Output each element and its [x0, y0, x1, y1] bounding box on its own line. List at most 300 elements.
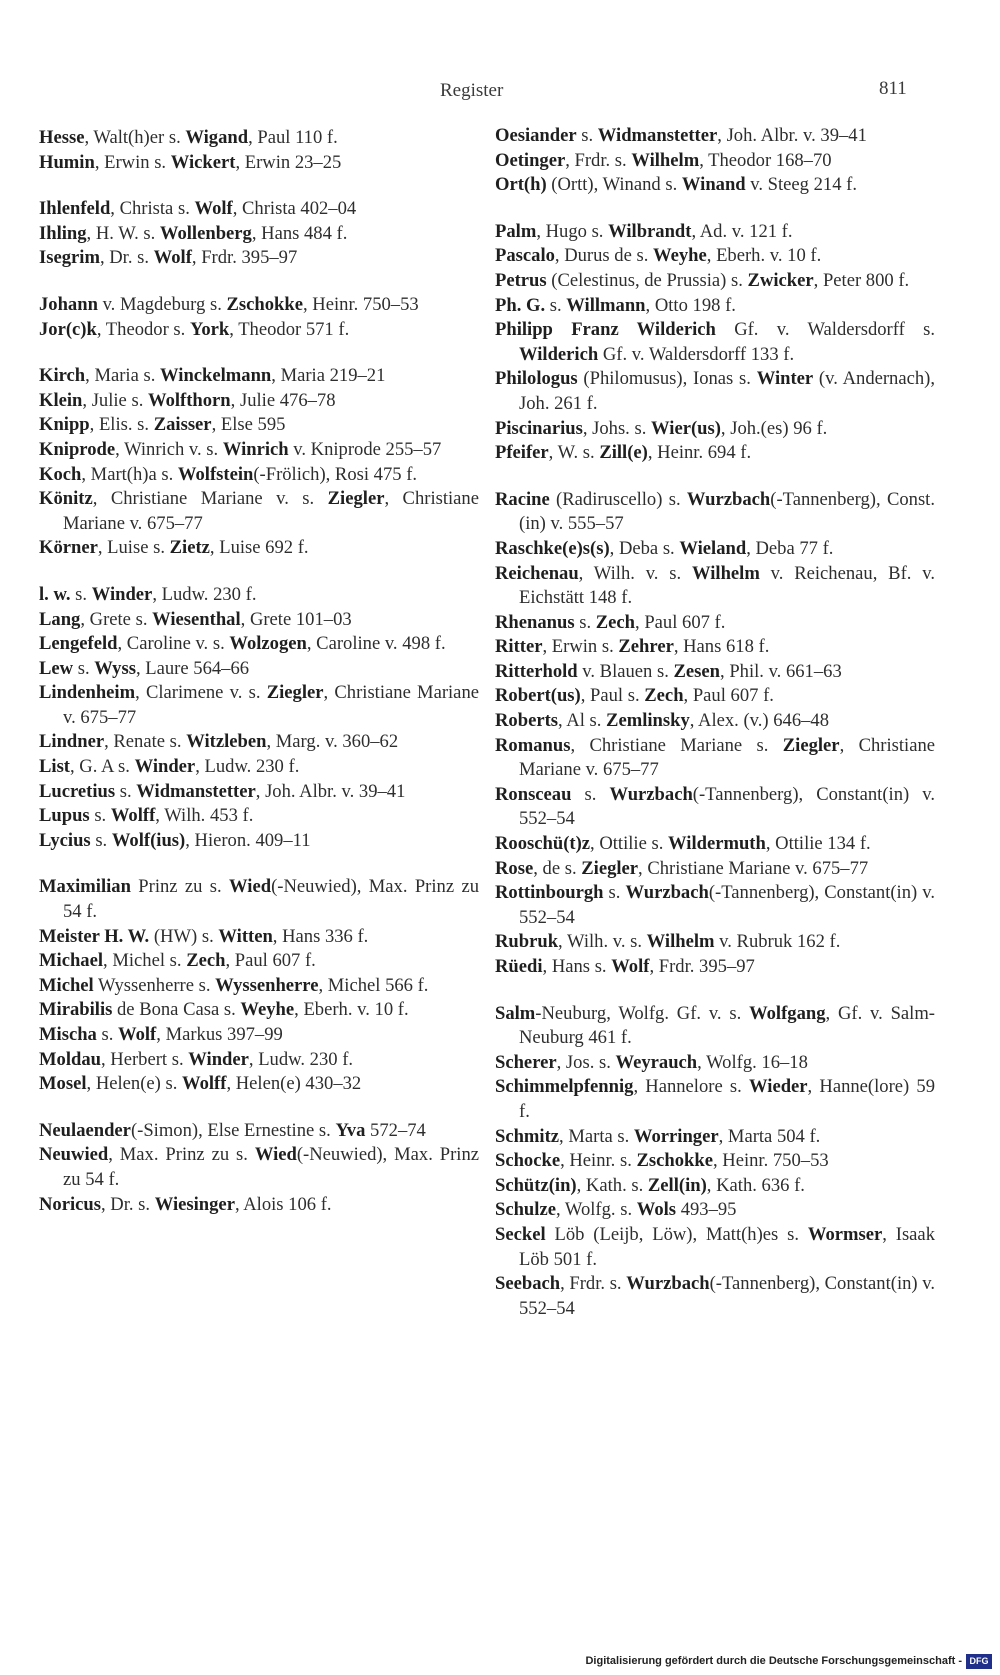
entry-pseudonym: Philipp Franz Wilderich: [495, 319, 716, 341]
entry-detail: (-Tannenberg), Const.(in) v. 555–57: [519, 488, 935, 535]
entry-detail: , Theodor 168–70: [699, 149, 832, 171]
index-entry: [39, 246, 479, 271]
entry-pseudonym: Oetinger: [495, 149, 566, 171]
entry-reference: Wied: [229, 876, 272, 898]
entry-detail: , Ottilie 134 f.: [765, 833, 871, 855]
index-entry: [39, 197, 479, 222]
entry-reference: Wyss: [94, 657, 136, 679]
entry-text: , Mart(h)a s.: [81, 463, 178, 485]
index-entry: [495, 1223, 935, 1272]
entry-detail: , Paul 607 f.: [683, 685, 774, 707]
entry-detail: , Paul 110 f.: [248, 127, 338, 148]
entry-detail: , Christa 402–04: [232, 198, 357, 220]
index-entry: [495, 1051, 935, 1076]
entry-pseudonym: Koch: [39, 463, 82, 485]
running-title: Register: [440, 80, 504, 101]
index-entry: [495, 635, 935, 660]
entry-text: , Hannelore s.: [633, 1076, 750, 1098]
entry-reference: Wurzbach: [609, 783, 693, 805]
entry-detail: , Joh. Albr. v. 39–41: [255, 780, 406, 802]
index-entry: [495, 684, 935, 709]
entry-pseudonym: Jor(c)k: [39, 318, 97, 340]
entry-text: -Neuburg, Wolfg. Gf. v. s.: [535, 1002, 750, 1024]
entry-text: , Frdr. s.: [560, 1273, 627, 1295]
entry-detail: , Ludw. 230 f.: [195, 756, 300, 778]
index-entry: [495, 417, 935, 442]
entry-pseudonym: Palm: [495, 220, 537, 242]
index-entry: [495, 832, 935, 857]
entry-reference: Zill(e): [599, 442, 648, 464]
entry-text: , Jos. s.: [556, 1051, 616, 1073]
letter-group-separator: [39, 175, 479, 197]
index-entry: [39, 1048, 479, 1073]
entry-detail: , Gf. v. Salm-Neuburg 461 f.: [519, 1002, 935, 1049]
entry-detail: , Maria 219–21: [271, 365, 386, 387]
entry-detail: , Heinr. 694 f.: [647, 442, 752, 464]
entry-text: s.: [96, 1024, 119, 1045]
entry-reference: Wier(us): [651, 417, 721, 439]
entry-reference: Wolf: [611, 956, 650, 977]
entry-text: , Frdr. s.: [565, 149, 632, 171]
index-entry: [495, 1272, 935, 1321]
entry-pseudonym: l. w.: [39, 583, 71, 605]
entry-pseudonym: Piscinarius: [495, 417, 583, 439]
index-entry: [39, 1193, 479, 1218]
entry-reference: Zech: [644, 685, 684, 707]
index-entry: [495, 149, 935, 174]
entry-pseudonym: Racine: [495, 488, 550, 510]
entry-detail: , Helen(e) 430–32: [226, 1073, 362, 1095]
entry-text: s.: [545, 294, 567, 316]
entry-pseudonym: Lupus: [39, 805, 90, 827]
entry-text: (Celestinus, de Prussia) s.: [546, 269, 748, 291]
entry-reference: Wurzbach: [625, 882, 709, 904]
entry-reference: Ziegler: [266, 682, 324, 704]
entry-detail: , Theodor 571 f.: [229, 318, 350, 340]
entry-reference: Winrich: [222, 438, 289, 460]
entry-detail: , Joh. Albr. v. 39–41: [717, 125, 867, 146]
entry-detail: 493–95: [676, 1199, 737, 1221]
entry-pseudonym: Rottinbourgh: [495, 882, 604, 904]
entry-text: , Wolfg. s.: [555, 1199, 637, 1221]
index-entry: [495, 124, 935, 149]
entry-pseudonym: Roberts: [495, 710, 558, 732]
entry-reference: Wolf(ius): [111, 829, 186, 851]
entry-detail: , Marg. v. 360–62: [266, 731, 399, 753]
entry-text: , H. W. s.: [86, 222, 160, 244]
entry-reference: Ziegler: [327, 488, 385, 510]
entry-detail: , Frdr. 395–97: [191, 247, 298, 269]
entry-reference: Wols: [636, 1199, 677, 1221]
index-entry: [495, 783, 935, 832]
entry-pseudonym: Petrus: [495, 269, 547, 291]
entry-reference: Witten: [218, 925, 273, 947]
index-entry: [495, 269, 935, 294]
index-entry: [39, 536, 479, 561]
entry-text: , W. s.: [548, 442, 600, 464]
index-entry: [495, 1002, 935, 1051]
entry-reference: Wilhelm: [646, 931, 715, 953]
entry-text: , Clarimene v. s.: [135, 682, 267, 704]
entry-reference: Wied: [254, 1144, 297, 1166]
entry-text: , Julie s.: [82, 389, 148, 411]
index-entry: [39, 974, 479, 999]
index-entry: [39, 222, 479, 247]
entry-pseudonym: Rooschü(t)z: [495, 833, 591, 855]
entry-reference: Wyssenherre: [215, 974, 319, 996]
entry-detail: , Otto 198 f.: [645, 294, 736, 316]
index-entry: [39, 730, 479, 755]
entry-text: , Marta s.: [559, 1125, 634, 1147]
entry-text: (HW) s.: [149, 925, 219, 947]
entry-text: , Grete s.: [80, 608, 153, 630]
entry-pseudonym: Knipp: [39, 414, 90, 436]
entry-pseudonym: Lindner: [39, 731, 105, 753]
entry-reference: Wieland: [679, 537, 747, 559]
entry-reference: Wolzogen: [229, 633, 307, 655]
entry-text: Gf. v. Waldersdorff s.: [715, 319, 935, 341]
entry-reference: Winder: [134, 756, 196, 778]
entry-text: , Luise s.: [97, 537, 170, 559]
entry-text: (-Simon), Else Ernestine s.: [130, 1119, 336, 1141]
entry-pseudonym: Maximilian: [39, 876, 131, 898]
index-entry: [495, 930, 935, 955]
letter-group-separator: [495, 198, 935, 220]
index-entry: [39, 487, 479, 536]
entry-reference: Wurzbach: [686, 488, 771, 510]
entry-pseudonym: Moldau: [39, 1048, 101, 1070]
index-entry: [495, 244, 935, 269]
entry-pseudonym: Mirabilis: [39, 999, 113, 1021]
entry-pseudonym: Körner: [39, 537, 98, 559]
index-entry: [495, 1174, 935, 1199]
entry-text: , Johs. s.: [582, 417, 652, 439]
entry-detail: , Grete 101–03: [240, 608, 352, 630]
entry-detail: , Heinr. 750–53: [303, 293, 419, 315]
entry-pseudonym: Seckel: [495, 1223, 546, 1245]
index-entry: [39, 126, 479, 151]
entry-reference: Zschokke: [636, 1150, 713, 1172]
letter-group-separator: [39, 1097, 479, 1119]
entry-reference: Wickert: [170, 151, 236, 173]
entry-detail: , Phil. v. 661–63: [720, 660, 842, 682]
entry-reference: Wolff: [182, 1073, 227, 1095]
entry-reference: Wiesinger: [154, 1193, 235, 1215]
page-header: [0, 76, 1000, 106]
entry-text: s.: [574, 611, 596, 633]
entry-pseudonym: Ritter: [495, 636, 543, 658]
letter-group-separator: [39, 271, 479, 293]
entry-text: , Heinr. s.: [560, 1150, 637, 1172]
entry-pseudonym: Hesse: [39, 127, 85, 148]
entry-text: s.: [603, 882, 626, 904]
index-entry: [495, 294, 935, 319]
entry-pseudonym: Humin: [39, 151, 95, 173]
index-entry: [39, 318, 479, 343]
index-entry: [495, 734, 935, 783]
entry-detail: , Paul 607 f.: [225, 950, 316, 972]
entry-pseudonym: Pfeifer: [495, 442, 549, 464]
entry-text: Wyssenherre s.: [93, 974, 216, 996]
entry-pseudonym: Könitz: [39, 488, 93, 510]
entry-reference: Wilderich: [519, 343, 599, 365]
entry-text: , Hans s.: [542, 956, 612, 977]
entry-reference: Zech: [186, 950, 226, 972]
entry-pseudonym: Romanus: [495, 734, 571, 756]
entry-pseudonym: Ritterhold: [495, 660, 578, 682]
entry-reference: Zwicker: [747, 269, 814, 291]
entry-detail: v. Rubruk 162 f.: [714, 931, 841, 953]
entry-reference: Wolfgang: [749, 1002, 826, 1024]
entry-pseudonym: Mosel: [39, 1073, 87, 1095]
entry-detail: Gf. v. Waldersdorff 133 f.: [598, 343, 795, 365]
letter-group-separator: [495, 466, 935, 488]
entry-text: , Erwin s.: [94, 151, 171, 173]
entry-text: s.: [70, 583, 92, 605]
entry-pseudonym: Robert(us): [495, 685, 581, 707]
entry-detail: , Wilh. 453 f.: [155, 805, 254, 827]
entry-reference: Zaisser: [153, 414, 212, 436]
letter-group-separator: [495, 980, 935, 1002]
index-entry: [39, 925, 479, 950]
entry-text: , de s.: [533, 857, 582, 879]
entry-text: , Christiane Mariane v. s.: [92, 488, 328, 510]
entry-pseudonym: Michel: [39, 974, 94, 996]
entry-reference: Weyhe: [240, 999, 295, 1021]
entry-pseudonym: Ort(h): [495, 174, 547, 196]
entry-reference: Zietz: [169, 537, 210, 559]
entry-pseudonym: Oesiander: [495, 125, 577, 146]
entry-text: , Deba s.: [609, 537, 680, 559]
entry-text: s.: [89, 805, 111, 827]
entry-detail: , Alex. (v.) 646–48: [689, 710, 830, 732]
entry-text: , Wilh. v. s.: [558, 931, 647, 953]
index-entry: [495, 1075, 935, 1124]
entry-pseudonym: Rose: [495, 857, 534, 879]
entry-detail: , Joh.(es) 96 f.: [720, 417, 828, 439]
entry-reference: Witzleben: [186, 731, 267, 753]
entry-detail: , Peter 800 f.: [813, 269, 910, 291]
entry-text: , Winrich v. s.: [115, 438, 223, 460]
entry-text: , Elis. s.: [89, 414, 154, 436]
entry-pseudonym: Schmitz: [495, 1125, 560, 1147]
entry-text: , Hugo s.: [536, 220, 609, 242]
entry-pseudonym: Johann: [39, 293, 98, 315]
entry-pseudonym: Schocke: [495, 1150, 561, 1172]
entry-detail: , Wolfg. 16–18: [697, 1051, 808, 1073]
entry-text: s.: [73, 657, 95, 679]
entry-detail: v. Reichenau, Bf. v. Eichstätt 148 f.: [519, 562, 935, 609]
index-entry: [495, 441, 935, 466]
entry-detail: (v. Andernach), Joh. 261 f.: [519, 368, 935, 414]
entry-reference: Wildermuth: [668, 833, 766, 855]
entry-text: v. Blauen s.: [577, 660, 674, 682]
entry-text: , Paul s.: [580, 685, 645, 707]
index-entry: [495, 1198, 935, 1223]
entry-pseudonym: Schimmelpfennig: [495, 1076, 634, 1098]
entry-detail: (-Frölich), Rosi 475 f.: [253, 463, 418, 485]
entry-text: (Radiruscello) s.: [549, 488, 687, 510]
entry-reference: Wolfthorn: [148, 389, 231, 411]
entry-reference: Wolf: [194, 198, 233, 220]
entry-reference: Zesen: [673, 660, 721, 682]
entry-text: , Christiane Mariane s.: [570, 734, 783, 756]
entry-pseudonym: Scherer: [495, 1051, 557, 1073]
entry-detail: , Hieron. 409–11: [185, 829, 311, 851]
entry-reference: Wollenberg: [159, 222, 252, 244]
index-entry: [39, 1119, 479, 1144]
entry-detail: , Hans 336 f.: [272, 925, 369, 947]
entry-detail: , Isaak Löb 501 f.: [519, 1223, 935, 1270]
entry-detail: , Heinr. 750–53: [712, 1150, 829, 1172]
entry-text: , Michel s.: [103, 950, 187, 972]
entry-detail: , Deba 77 f.: [746, 537, 834, 559]
entry-reference: Wurzbach: [626, 1273, 710, 1295]
index-entry: [495, 318, 935, 367]
entry-pseudonym: Schütz(in): [495, 1174, 577, 1196]
entry-pseudonym: Lucretius: [39, 780, 116, 802]
entry-reference: Wieder: [749, 1076, 808, 1098]
entry-detail: , Ludw. 230 f.: [248, 1048, 354, 1070]
entry-pseudonym: Isegrim: [39, 247, 100, 269]
index-entry: [39, 583, 479, 608]
entry-pseudonym: Lang: [39, 608, 81, 630]
entry-pseudonym: Rüedi: [495, 956, 543, 977]
entry-detail: , Marta 504 f.: [718, 1125, 821, 1147]
entry-reference: Zehrer: [618, 636, 674, 658]
index-entry: [39, 389, 479, 414]
entry-pseudonym: List: [39, 756, 70, 778]
entry-text: , Herbert s.: [101, 1048, 189, 1070]
entry-reference: Wilhelm: [631, 149, 700, 171]
entry-pseudonym: Kniprode: [39, 438, 116, 460]
index-entry: [39, 608, 479, 633]
entry-reference: Wiesenthal: [152, 608, 241, 630]
index-entry: [495, 660, 935, 685]
entry-pseudonym: Neulaender: [39, 1119, 131, 1141]
entry-detail: (-Tannenberg), Constant(in) v. 552–54: [519, 783, 935, 830]
index-entry: [495, 709, 935, 734]
index-entry: [39, 875, 479, 924]
entry-text: Prinz zu s.: [130, 876, 230, 898]
index-entry: [39, 463, 479, 488]
letter-group-separator: [39, 853, 479, 875]
entry-text: , G. A s.: [70, 756, 135, 778]
letter-group-separator: [39, 561, 479, 583]
entry-detail: , Michel 566 f.: [318, 974, 429, 996]
entry-text: Löb (Leijb, Löw), Matt(h)es s.: [545, 1223, 808, 1245]
entry-text: , Wilh. v. s.: [578, 562, 692, 584]
entry-detail: , Ludw. 230 f.: [152, 583, 257, 605]
entry-pseudonym: Seebach: [495, 1273, 561, 1295]
entry-detail: (-Tannenberg), Constant(in) v. 552–54: [519, 882, 935, 928]
entry-text: , Maria s.: [85, 365, 161, 387]
index-entry: [495, 367, 935, 416]
entry-reference: Wolff: [110, 805, 156, 827]
index-entry: [39, 632, 479, 657]
entry-text: , Al s.: [558, 710, 607, 732]
entry-reference: Winder: [188, 1048, 249, 1070]
index-entry: [39, 657, 479, 682]
entry-text: s.: [90, 829, 112, 851]
index-entry: [39, 1023, 479, 1048]
entry-detail: , Hans 618 f.: [673, 636, 770, 658]
entry-detail: , Markus 397–99: [156, 1024, 283, 1045]
entry-detail: , Eberh. v. 10 f.: [294, 999, 409, 1021]
entry-reference: Weyhe: [653, 245, 707, 267]
index-entry: [495, 537, 935, 562]
entry-text: , Max. Prinz zu s.: [108, 1144, 255, 1166]
index-entry: [495, 562, 935, 611]
entry-pseudonym: Klein: [39, 389, 83, 411]
index-entry: [39, 998, 479, 1023]
entry-reference: Yva: [335, 1119, 366, 1141]
entry-reference: York: [189, 318, 230, 340]
entry-text: , Theodor s.: [96, 318, 190, 340]
index-column-right: [495, 124, 935, 1321]
entry-reference: Wormser: [807, 1223, 883, 1245]
index-entry: [39, 804, 479, 829]
entry-reference: Widmanstetter: [597, 125, 718, 146]
entry-detail: , Christiane Mariane v. 675–77: [63, 682, 479, 728]
entry-reference: Ziegler: [581, 857, 639, 879]
entry-reference: Wigand: [185, 127, 249, 148]
entry-pseudonym: Raschke(e)s(s): [495, 537, 610, 559]
entry-text: , Caroline v. s.: [117, 633, 230, 655]
funding-credit: Digitalisierung gefördert durch die Deutsche Forschungsgemeinschaft -: [585, 1655, 962, 1667]
entry-reference: Zell(in): [647, 1174, 707, 1196]
index-column-left: [39, 126, 479, 1217]
entry-pseudonym: Noricus: [39, 1193, 101, 1215]
entry-text: , Dr. s.: [100, 1193, 155, 1215]
entry-text: de Bona Casa s.: [112, 999, 241, 1021]
entry-pseudonym: Reichenau: [495, 562, 579, 584]
entry-detail: , Eberh. v. 10 f.: [706, 245, 822, 267]
entry-reference: Wolf: [153, 247, 192, 269]
index-entry: [39, 681, 479, 730]
entry-detail: , Julie 476–78: [230, 389, 336, 411]
entry-detail: , Christiane Mariane v. 675–77: [63, 488, 479, 534]
entry-text: , Renate s.: [104, 731, 187, 753]
entry-text: , Helen(e) s.: [86, 1073, 183, 1095]
letter-group-separator: [39, 342, 479, 364]
entry-reference: Wolfstein: [177, 463, 254, 485]
index-entry: [495, 173, 935, 198]
entry-detail: , Kath. 636 f.: [706, 1174, 805, 1196]
entry-detail: , Christiane Mariane v. 675–77: [638, 857, 869, 879]
entry-detail: , Hanne(lore) 59 f.: [519, 1076, 936, 1122]
entry-reference: Winder: [91, 583, 153, 605]
index-entry: [39, 438, 479, 463]
entry-pseudonym: Neuwied: [39, 1144, 109, 1166]
entry-pseudonym: Lengefeld: [39, 633, 118, 655]
entry-detail: 572–74: [365, 1119, 426, 1141]
entry-reference: Wilbrandt: [608, 220, 692, 242]
entry-pseudonym: Schulze: [495, 1199, 556, 1221]
entry-detail: (-Neuwied), Max. Prinz zu 54 f.: [63, 1144, 479, 1190]
index-entry: [495, 488, 935, 537]
entry-text: s.: [576, 125, 598, 146]
entry-detail: , Christiane Mariane v. 675–77: [519, 734, 935, 781]
index-entry: [39, 780, 479, 805]
entry-text: , Walt(h)er s.: [84, 127, 186, 148]
entry-detail: v. Kniprode 255–57: [288, 438, 442, 460]
entry-reference: Zschokke: [226, 293, 303, 315]
index-entry: [495, 611, 935, 636]
index-entry: [39, 413, 479, 438]
index-entry: [39, 293, 479, 318]
entry-pseudonym: Philologus: [495, 368, 578, 390]
